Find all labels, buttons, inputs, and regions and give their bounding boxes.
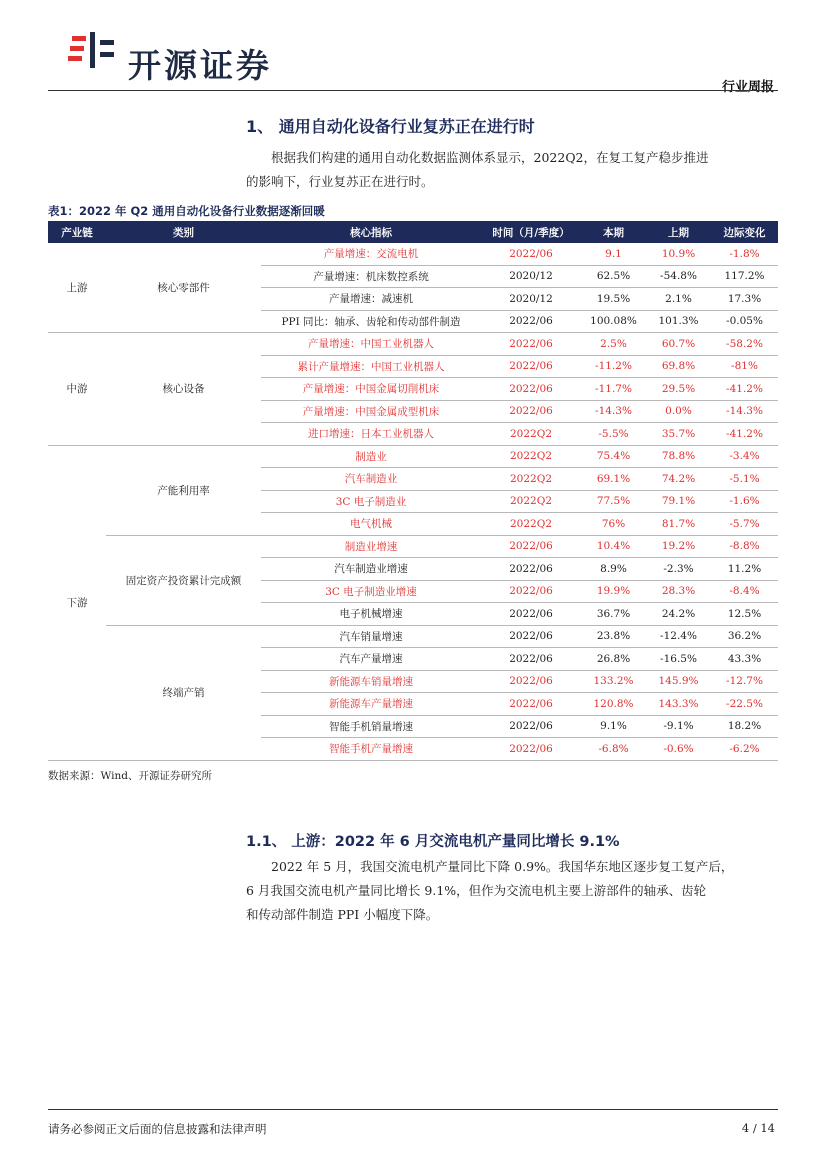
previous-cell: 79.1%	[646, 490, 711, 513]
time-cell: 2022/06	[481, 400, 581, 423]
intro-line-1: 根据我们构建的通用自动化数据监测体系显示，2022Q2，在复工复产稳步推进	[271, 150, 709, 165]
time-cell: 2022/06	[481, 558, 581, 581]
previous-cell: -54.8%	[646, 265, 711, 288]
group-upstream: 上游	[48, 243, 106, 333]
indicator-cell: 汽车制造业增速	[261, 558, 481, 581]
change-cell: 36.2%	[711, 625, 778, 648]
previous-cell: 143.3%	[646, 693, 711, 716]
time-cell: 2022/06	[481, 625, 581, 648]
page-number: 4 / 14	[741, 1121, 775, 1135]
table-row	[48, 535, 778, 558]
table-row	[48, 333, 778, 356]
time-cell: 2022/06	[481, 580, 581, 603]
indicator-cell: 产量增速：中国金属切削机床	[261, 378, 481, 401]
indicator-cell: 产量增速：中国金属成型机床	[261, 400, 481, 423]
col-header-chain: 产业链	[48, 221, 106, 243]
report-type: 行业周报	[721, 80, 774, 95]
previous-cell: 19.2%	[646, 535, 711, 558]
intro-line-2: 的影响下，行业复苏正在进行时。	[246, 174, 434, 189]
change-cell: -14.3%	[711, 400, 778, 423]
change-cell: -0.05%	[711, 310, 778, 333]
subsection-paragraph	[246, 855, 776, 927]
current-cell: -11.7%	[581, 378, 646, 401]
time-cell: 2022/06	[481, 603, 581, 626]
change-cell: -12.7%	[711, 670, 778, 693]
time-cell: 2022/06	[481, 243, 581, 265]
current-cell: 2.5%	[581, 333, 646, 356]
category-terminal: 终端产销	[106, 625, 261, 760]
indicator-cell: 新能源车销量增速	[261, 670, 481, 693]
indicator-cell: 电气机械	[261, 513, 481, 536]
current-cell: -11.2%	[581, 355, 646, 378]
indicator-cell: 制造业	[261, 445, 481, 468]
previous-cell: 101.3%	[646, 310, 711, 333]
change-cell: 18.2%	[711, 715, 778, 738]
time-cell: 2020/12	[481, 265, 581, 288]
brand-name: 开源证券	[128, 46, 272, 85]
group-midstream: 中游	[48, 333, 106, 446]
table-header-row	[48, 221, 778, 243]
change-cell: -5.1%	[711, 468, 778, 491]
indicator-cell: 产量增速：中国工业机器人	[261, 333, 481, 356]
time-cell: 2022Q2	[481, 468, 581, 491]
indicator-cell: 智能手机销量增速	[261, 715, 481, 738]
current-cell: 9.1	[581, 243, 646, 265]
time-cell: 2022/06	[481, 693, 581, 716]
change-cell: 117.2%	[711, 265, 778, 288]
current-cell: 19.9%	[581, 580, 646, 603]
time-cell: 2022Q2	[481, 423, 581, 446]
time-cell: 2022/06	[481, 333, 581, 356]
previous-cell: -0.6%	[646, 738, 711, 761]
previous-cell: 35.7%	[646, 423, 711, 446]
table-title: 表1：2022 年 Q2 通用自动化设备行业数据逐渐回暖	[48, 204, 325, 218]
time-cell: 2022Q2	[481, 445, 581, 468]
current-cell: 77.5%	[581, 490, 646, 513]
indicator-cell: 3C 电子制造业增速	[261, 580, 481, 603]
change-cell: 43.3%	[711, 648, 778, 671]
table-row	[48, 445, 778, 468]
change-cell: 17.3%	[711, 288, 778, 311]
current-cell: 120.8%	[581, 693, 646, 716]
indicator-cell: 汽车销量增速	[261, 625, 481, 648]
sub-line-2: 6 月我国交流电机产量同比增长 9.1%，但作为交流电机主要上游部件的轴承、齿轮	[246, 883, 707, 898]
col-header-indicator: 核心指标	[261, 221, 481, 243]
col-header-change: 边际变化	[711, 221, 778, 243]
current-cell: 133.2%	[581, 670, 646, 693]
change-cell: 11.2%	[711, 558, 778, 581]
time-cell: 2022Q2	[481, 490, 581, 513]
change-cell: -58.2%	[711, 333, 778, 356]
change-cell: -3.4%	[711, 445, 778, 468]
current-cell: 8.9%	[581, 558, 646, 581]
logo-icon	[68, 26, 120, 78]
indicator-cell: 产量增速：交流电机	[261, 243, 481, 265]
current-cell: 69.1%	[581, 468, 646, 491]
col-header-previous: 上期	[646, 221, 711, 243]
category-core-parts: 核心零部件	[106, 243, 261, 333]
previous-cell: 0.0%	[646, 400, 711, 423]
current-cell: 26.8%	[581, 648, 646, 671]
indicator-cell: 电子机械增速	[261, 603, 481, 626]
time-cell: 2022/06	[481, 535, 581, 558]
indicator-cell: 智能手机产量增速	[261, 738, 481, 761]
indicator-cell: 累计产量增速：中国工业机器人	[261, 355, 481, 378]
previous-cell: 24.2%	[646, 603, 711, 626]
indicator-cell: 产量增速：机床数控系统	[261, 265, 481, 288]
current-cell: 19.5%	[581, 288, 646, 311]
subsection-title: 1.1、 上游：2022 年 6 月交流电机产量同比增长 9.1%	[246, 834, 620, 850]
col-header-current: 本期	[581, 221, 646, 243]
category-core-equipment: 核心设备	[106, 333, 261, 446]
col-header-category: 类别	[106, 221, 261, 243]
previous-cell: -16.5%	[646, 648, 711, 671]
indicator-cell: 制造业增速	[261, 535, 481, 558]
indicator-cell: 汽车制造业	[261, 468, 481, 491]
previous-cell: 81.7%	[646, 513, 711, 536]
change-cell: -8.8%	[711, 535, 778, 558]
change-cell: -1.6%	[711, 490, 778, 513]
previous-cell: -2.3%	[646, 558, 711, 581]
time-cell: 2022/06	[481, 378, 581, 401]
time-cell: 2020/12	[481, 288, 581, 311]
time-cell: 2022/06	[481, 310, 581, 333]
indicator-cell: 进口增速：日本工业机器人	[261, 423, 481, 446]
section-title: 1、 通用自动化设备行业复苏正在进行时	[246, 117, 535, 136]
previous-cell: 10.9%	[646, 243, 711, 265]
time-cell: 2022Q2	[481, 513, 581, 536]
table-row	[48, 625, 778, 648]
change-cell: -41.2%	[711, 378, 778, 401]
previous-cell: 60.7%	[646, 333, 711, 356]
current-cell: 9.1%	[581, 715, 646, 738]
category-capacity: 产能利用率	[106, 445, 261, 535]
previous-cell: 78.8%	[646, 445, 711, 468]
time-cell: 2022/06	[481, 715, 581, 738]
page-header	[48, 18, 778, 94]
sub-line-1: 2022 年 5 月，我国交流电机产量同比下降 0.9%。我国华东地区逐步复工复产后，	[271, 859, 734, 874]
indicator-cell: 汽车产量增速	[261, 648, 481, 671]
change-cell: -8.4%	[711, 580, 778, 603]
previous-cell: -12.4%	[646, 625, 711, 648]
change-cell: -81%	[711, 355, 778, 378]
time-cell: 2022/06	[481, 738, 581, 761]
current-cell: -6.8%	[581, 738, 646, 761]
current-cell: 10.4%	[581, 535, 646, 558]
data-table	[48, 221, 778, 761]
previous-cell: 69.8%	[646, 355, 711, 378]
current-cell: 76%	[581, 513, 646, 536]
footer-disclaimer: 请务必参阅正文后面的信息披露和法律声明	[48, 1122, 267, 1136]
change-cell: -22.5%	[711, 693, 778, 716]
header-divider	[48, 90, 778, 91]
time-cell: 2022/06	[481, 670, 581, 693]
previous-cell: 145.9%	[646, 670, 711, 693]
intro-paragraph	[246, 146, 776, 194]
table-row	[48, 243, 778, 265]
current-cell: 62.5%	[581, 265, 646, 288]
previous-cell: 29.5%	[646, 378, 711, 401]
change-cell: -6.2%	[711, 738, 778, 761]
footer-divider	[48, 1109, 778, 1110]
previous-cell: 2.1%	[646, 288, 711, 311]
current-cell: -5.5%	[581, 423, 646, 446]
sub-line-3: 和传动部件制造 PPI 小幅度下降。	[246, 907, 439, 922]
indicator-cell: PPI 同比：轴承、齿轮和传动部件制造	[261, 310, 481, 333]
change-cell: -5.7%	[711, 513, 778, 536]
current-cell: -14.3%	[581, 400, 646, 423]
previous-cell: 28.3%	[646, 580, 711, 603]
previous-cell: -9.1%	[646, 715, 711, 738]
current-cell: 100.08%	[581, 310, 646, 333]
group-downstream: 下游	[48, 445, 106, 760]
col-header-time: 时间（月/季度）	[481, 221, 581, 243]
time-cell: 2022/06	[481, 355, 581, 378]
category-fixed-asset: 固定资产投资累计完成额	[106, 535, 261, 625]
current-cell: 36.7%	[581, 603, 646, 626]
indicator-cell: 产量增速：减速机	[261, 288, 481, 311]
change-cell: -41.2%	[711, 423, 778, 446]
change-cell: -1.8%	[711, 243, 778, 265]
change-cell: 12.5%	[711, 603, 778, 626]
indicator-cell: 新能源车产量增速	[261, 693, 481, 716]
previous-cell: 74.2%	[646, 468, 711, 491]
indicator-cell: 3C 电子制造业	[261, 490, 481, 513]
current-cell: 23.8%	[581, 625, 646, 648]
current-cell: 75.4%	[581, 445, 646, 468]
table-source: 数据来源：Wind、开源证券研究所	[48, 770, 212, 782]
time-cell: 2022/06	[481, 648, 581, 671]
